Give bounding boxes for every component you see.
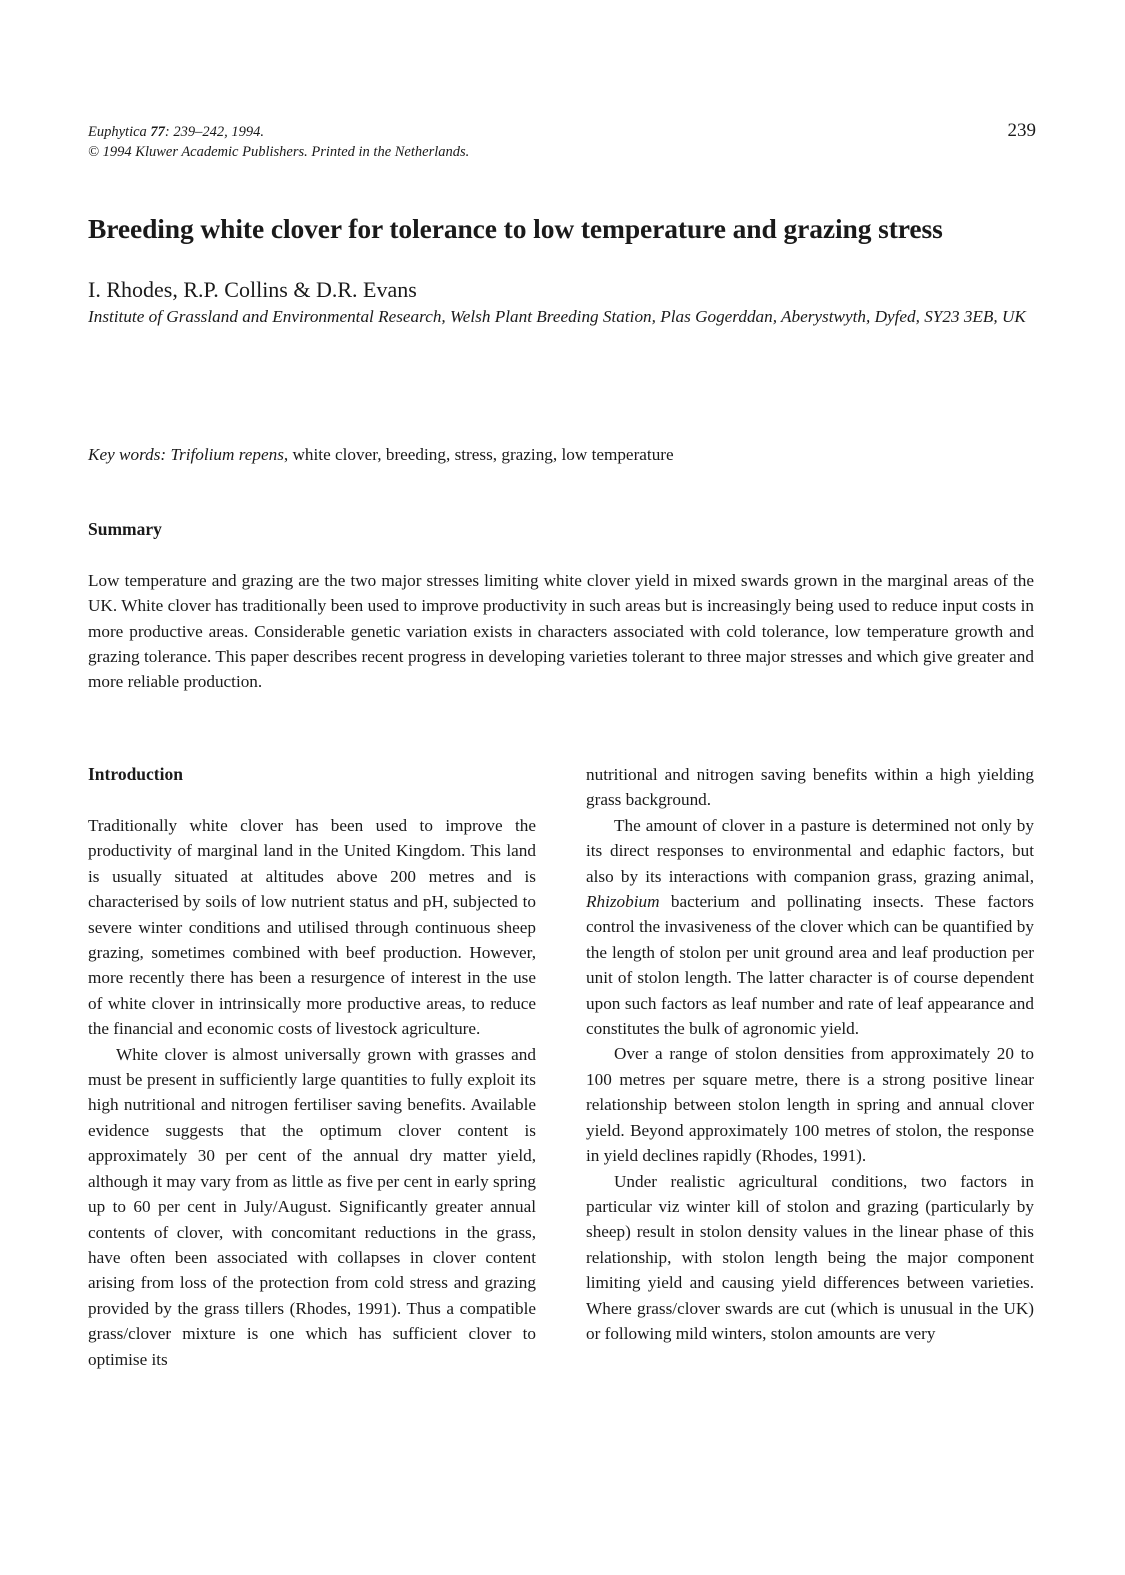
p3-rhizobium: Rhizobium — [586, 892, 660, 912]
journal-citation — [88, 122, 688, 142]
intro-paragraph-1: Traditionally white clover has been used to improve the productivity of marginal land in the United Kingdom. This land is usually situated at altitudes above 200 metres and is characterised by soils of low nutrient status and pH, subjected to severe winter conditions and utilised through continuous sheep grazing, sometimes combined with beef production. However, more recently there has been a resurgence of interest in the use of white clover in intrinsically more productive areas, to reduce the financial and economic costs of livestock agriculture. — [88, 816, 536, 1039]
journal-volume: 77 — [150, 124, 165, 140]
p3-text-b: bacterium and pollinating insects. These factors control the invasiveness of the clover which can be quantified by the length of stolon per unit ground area and leaf production per unit of stolon length. The latter character is of course dependent upon such factors as leaf number and rate of leaf appearance and constitutes the bulk of agronomic yield. — [586, 892, 1034, 1039]
authors: I. Rhodes, R.P. Collins & D.R. Evans — [88, 277, 417, 302]
intro-paragraph-3 — [586, 813, 1034, 1042]
copyright-line: © 1994 Kluwer Academic Publishers. Printed in the Netherlands. — [88, 144, 470, 160]
journal-header — [88, 122, 688, 162]
introduction-heading: Introduction — [88, 764, 183, 784]
left-column — [88, 813, 536, 1372]
intro-paragraph-4: Over a range of stolon densities from approximately 20 to 100 metres per square metre, there is a strong positive linear relationship between stolon length in spring and annual clover yield. Beyond approximately 100 metres of stolon, the response in yield declines rapidly (Rhodes, 1991). — [586, 1044, 1034, 1166]
affiliation: Institute of Grassland and Environmental Research, Welsh Plant Breeding Station, Plas Gogerddan, Aberystwyth, Dyfed, SY23 3EB, UK — [88, 307, 1026, 326]
journal-name: Euphytica — [88, 124, 147, 140]
page-number: 239 — [1007, 120, 1036, 141]
keywords-terms: , white clover, breeding, stress, grazing, low temperature — [283, 445, 674, 464]
keywords — [88, 443, 1040, 467]
keywords-species: Trifolium repens — [170, 445, 284, 464]
p3-text-a: The amount of clover in a pasture is determined not only by its direct responses to environmental and edaphic factors, but also by its interactions with companion grass, grazing animal, — [586, 815, 1034, 886]
intro-paragraph-2-continued: nutritional and nitrogen saving benefits within a high yielding grass background. — [586, 765, 1034, 810]
keywords-label: Key words: — [88, 445, 167, 464]
intro-paragraph-2: White clover is almost universally grown with grasses and must be present in sufficiently large quantities to fully exploit its high nutritional and nitrogen fertiliser saving benefits. Available evidence suggests that the optimum clover content is approximately 30 per cent of the annual dry matter yield, although it may vary from as little as five per cent in early spring up to 60 per cent in July/August. Significantly greater annual contents of clover, with concomitant reductions in the grass, have often been associated with collapses in clover content arising from loss of the protection from cold stress and grazing provided by the grass tillers (Rhodes, 1991). Thus a compatible grass/clover mixture is one which has sufficient clover to optimise its — [88, 1044, 536, 1369]
intro-paragraph-5: Under realistic agricultural conditions, two factors in particular viz winter kill of stolon and grazing (particularly by sheep) result in stolon density values in the linear phase of this relationship, with stolon length being the major component limiting yield and causing yield differences between varieties. Where grass/clover swards are cut (which is unusual in the UK) or following mild winters, stolon amounts are very — [586, 1171, 1034, 1343]
summary-text: Low temperature and grazing are the two major stresses limiting white clover yield in mixed swards grown in the marginal areas of the UK. White clover has traditionally been used to improve productivity in such areas but is increasingly being used to reduce input costs in more productive areas. Considerable genetic variation exists in characters associated with cold tolerance, low temperature growth and grazing tolerance. This paper describes recent progress in developing varieties tolerant to three major stresses and which give greater and more reliable production. — [88, 571, 1034, 692]
paper-title: Breeding white clover for tolerance to low temperature and grazing stress — [88, 213, 943, 244]
right-column — [586, 762, 1034, 1346]
summary-heading: Summary — [88, 519, 162, 539]
journal-pages-year: : 239–242, 1994. — [164, 124, 265, 140]
